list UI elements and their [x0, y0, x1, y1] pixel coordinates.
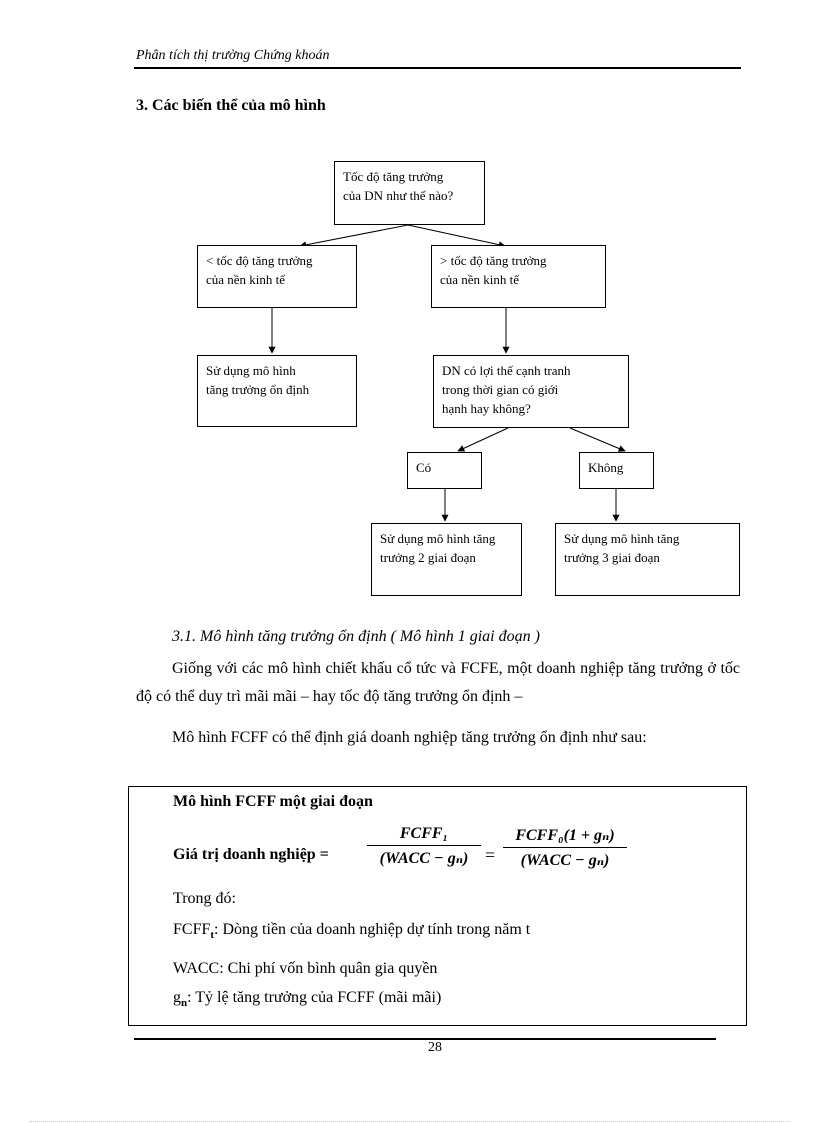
definition-wacc: WACC: Chi phí vốn bình quân gia quyền — [173, 960, 438, 977]
fraction-2-numerator: FCFF₀(1 + gₙ) — [503, 825, 627, 848]
page-bottom-dotted-line — [30, 1121, 790, 1122]
fraction-1-denominator: (WACC − gₙ) — [379, 850, 469, 867]
flow-box-root-text: Tốc độ tăng trưởng của DN như thế nào? — [343, 169, 454, 203]
arrow-root-right — [408, 225, 505, 246]
flow-box-below-economy — [197, 245, 357, 308]
header-rule — [134, 67, 741, 69]
flow-box-yes-text: Có — [416, 460, 432, 475]
flow-box-no-text: Không — [588, 460, 624, 475]
where-label: Trong đó: — [173, 890, 236, 907]
definition-fcff-subscript: t — [210, 929, 215, 942]
flow-box-three-stage-text: Sử dụng mô hình tăng trưởng 3 giai đoạn — [564, 531, 680, 565]
definition-fcff-symbol: FCFF — [173, 921, 211, 938]
arrow-question-yes — [458, 428, 508, 451]
fraction-2 — [503, 825, 627, 870]
fraction-2-denominator: (WACC − gₙ) — [520, 852, 610, 869]
subsection-heading: 3.1. Mô hình tăng trưởng ổn định ( Mô hình 1 giai đoạn ) — [172, 628, 540, 645]
definition-growth — [173, 989, 441, 1009]
flow-box-above-economy — [431, 245, 606, 308]
arrow-question-no — [570, 428, 625, 451]
formula-box-title: Mô hình FCFF một giai đoạn — [173, 793, 373, 810]
flow-box-below-economy-text: < tốc độ tăng trưởng của nền kinh tế — [206, 253, 313, 287]
flow-box-no — [579, 452, 654, 489]
formula-label: Giá trị doanh nghiệp = — [173, 846, 329, 863]
paragraph-1: Giống với các mô hình chiết khấu cổ tức và FCFE, một doanh nghiệp tăng trưởng ở tốc độ có thể duy trì mãi mãi – hay tốc độ tăng trưởng ổn định – — [136, 660, 740, 705]
flow-box-root — [334, 161, 485, 225]
fraction-1 — [367, 825, 481, 868]
flow-box-three-stage — [555, 523, 740, 596]
equals-sign: = — [485, 845, 496, 865]
flow-box-yes — [407, 452, 482, 489]
flow-box-stable-model — [197, 355, 357, 427]
definition-fcff-text: : Dòng tiền của doanh nghiệp dự tính trong năm t — [214, 921, 531, 938]
definition-fcff — [173, 921, 530, 941]
section-title: 3. Các biến thể của mô hình — [136, 97, 326, 114]
flow-box-two-stage-text: Sử dụng mô hình tăng trưởng 2 giai đoạn — [380, 531, 496, 565]
arrow-root-left — [300, 225, 408, 246]
flow-box-stable-model-text: Sử dụng mô hình tăng trưởng ổn định — [206, 363, 310, 397]
definition-growth-subscript: n — [181, 997, 188, 1010]
paragraph-2: Mô hình FCFF có thể định giá doanh nghiệp tăng trưởng ổn định như sau: — [172, 729, 647, 746]
flow-box-above-economy-text: > tốc độ tăng trưởng của nền kinh tế — [440, 253, 547, 287]
flow-box-two-stage — [371, 523, 522, 596]
page-number: 28 — [428, 1040, 442, 1055]
flow-box-advantage-question — [433, 355, 629, 428]
formula-box — [128, 786, 747, 1026]
flow-box-advantage-question-text: DN có lợi thế cạnh tranh trong thời gian có giới hạnh hay không? — [442, 363, 571, 416]
definition-growth-text: : Tỷ lệ tăng trưởng của FCFF (mãi mãi) — [187, 989, 442, 1006]
definition-growth-symbol: g — [173, 989, 181, 1006]
running-header: Phân tích thị trường Chứng khoán — [136, 48, 330, 63]
fraction-1-numerator: FCFF₁ — [367, 825, 481, 846]
